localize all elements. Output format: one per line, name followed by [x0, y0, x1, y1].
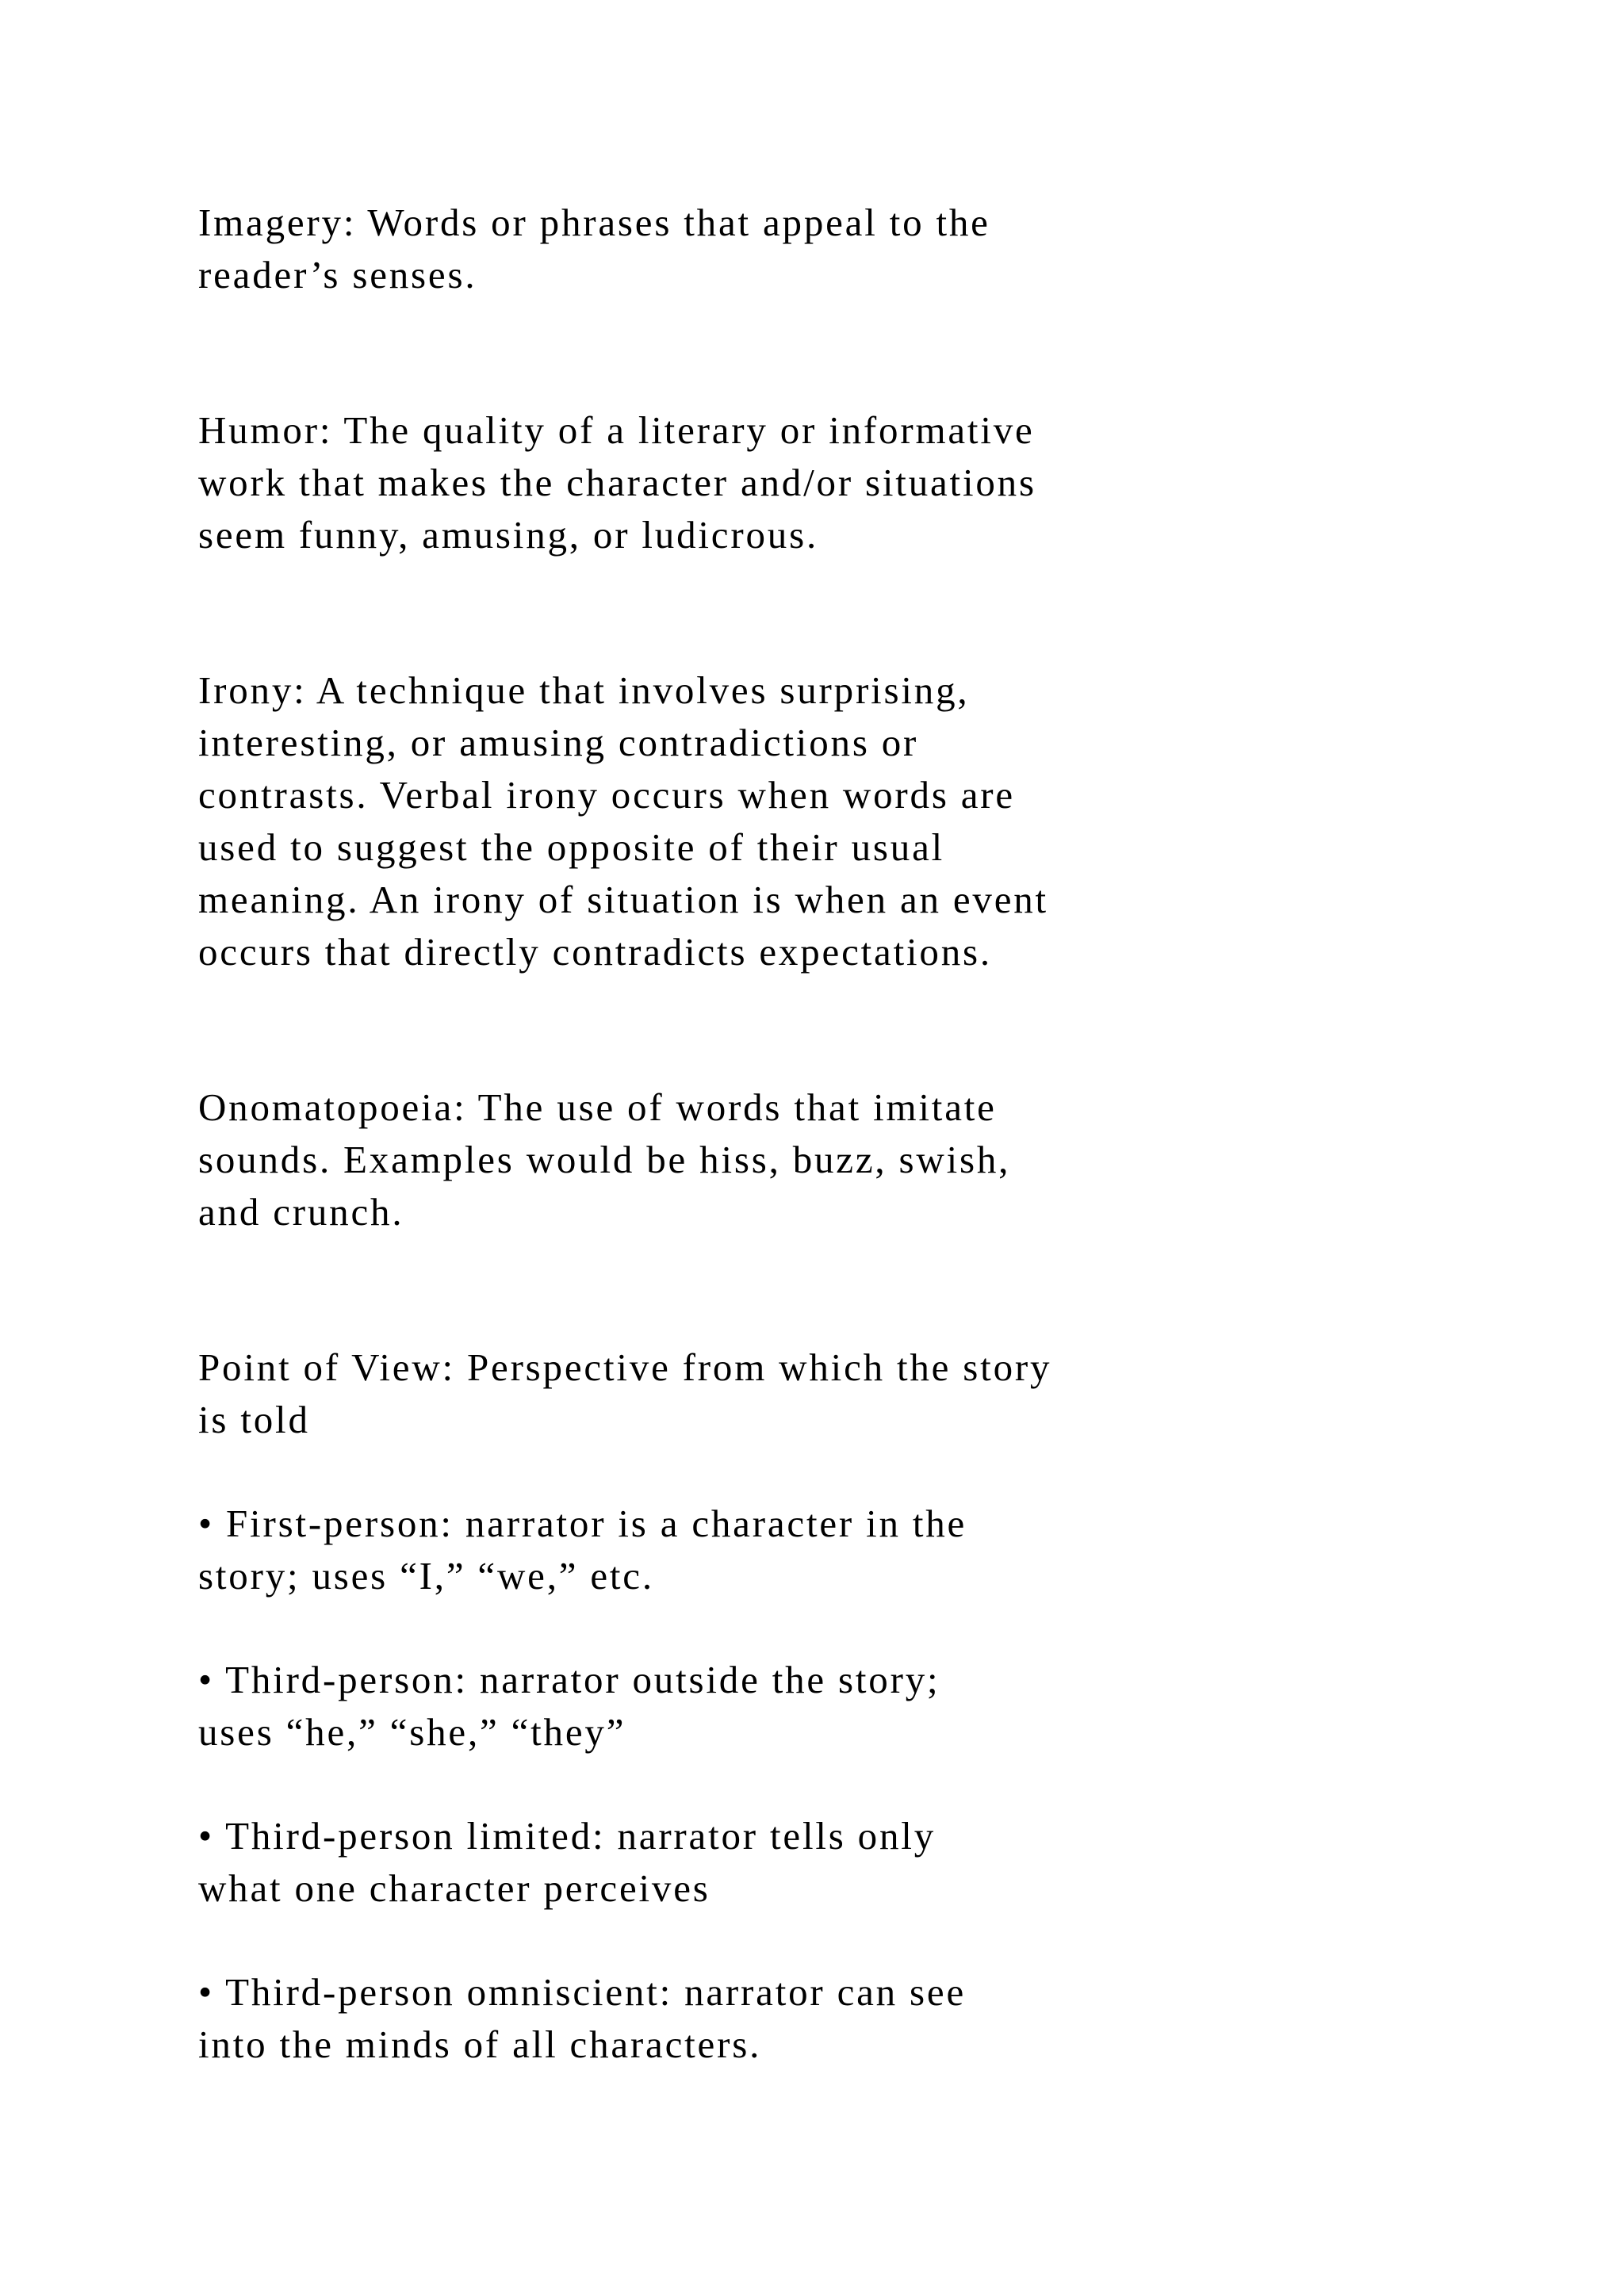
text-line: sounds. Examples would be hiss, buzz, swish, [198, 1138, 1011, 1181]
text-line: • Third-person: narrator outside the story; [198, 1658, 940, 1701]
text-line: Imagery: Words or phrases that appeal to the [198, 201, 990, 244]
text-line: used to suggest the opposite of their usual [198, 825, 945, 869]
text-line: interesting, or amusing contradictions or [198, 721, 919, 764]
text-line: occurs that directly contradicts expectations. [198, 930, 992, 974]
text-line: • First-person: narrator is a character in the [198, 1502, 967, 1545]
paragraph-spacer [198, 1602, 1435, 1654]
bullet-third-person-omniscient [198, 1966, 1435, 2071]
definition-irony [198, 664, 1435, 978]
definition-onomatopoeia [198, 1081, 1435, 1238]
text-line: • Third-person limited: narrator tells only [198, 1814, 936, 1858]
text-line: Onomatopoeia: The use of words that imitate [198, 1085, 997, 1129]
paragraph-spacer [198, 1238, 1435, 1341]
text-line: reader’s senses. [198, 253, 477, 297]
bullet-third-person [198, 1654, 1435, 1758]
text-line: uses “he,” “she,” “they” [198, 1710, 626, 1754]
text-line: what one character perceives [198, 1866, 710, 1910]
text-line: is told [198, 1398, 310, 1441]
text-line: contrasts. Verbal irony occurs when words are [198, 773, 1015, 817]
paragraph-spacer [198, 1446, 1435, 1498]
bullet-first-person [198, 1498, 1435, 1602]
text-line: • Third-person omniscient: narrator can see [198, 1970, 966, 2014]
text-line: work that makes the character and/or situations [198, 461, 1036, 504]
text-line: Irony: A technique that involves surprising, [198, 668, 970, 712]
paragraph-spacer [198, 301, 1435, 404]
bullet-third-person-limited [198, 1810, 1435, 1915]
text-line: Humor: The quality of a literary or informative [198, 408, 1035, 452]
paragraph-spacer [198, 978, 1435, 1081]
text-line: seem funny, amusing, or ludicrous. [198, 513, 818, 557]
paragraph-spacer [198, 561, 1435, 664]
document-body [198, 197, 1435, 2071]
paragraph-spacer [198, 1915, 1435, 1966]
text-line: Point of View: Perspective from which the story [198, 1345, 1052, 1389]
paragraph-spacer [198, 1758, 1435, 1810]
definition-point-of-view [198, 1341, 1435, 1446]
text-line: into the minds of all characters. [198, 2022, 762, 2066]
definition-imagery [198, 197, 1435, 301]
text-line: meaning. An irony of situation is when an event [198, 878, 1048, 921]
definition-humor [198, 404, 1435, 561]
text-line: story; uses “I,” “we,” etc. [198, 1554, 654, 1598]
text-line: and crunch. [198, 1190, 404, 1234]
